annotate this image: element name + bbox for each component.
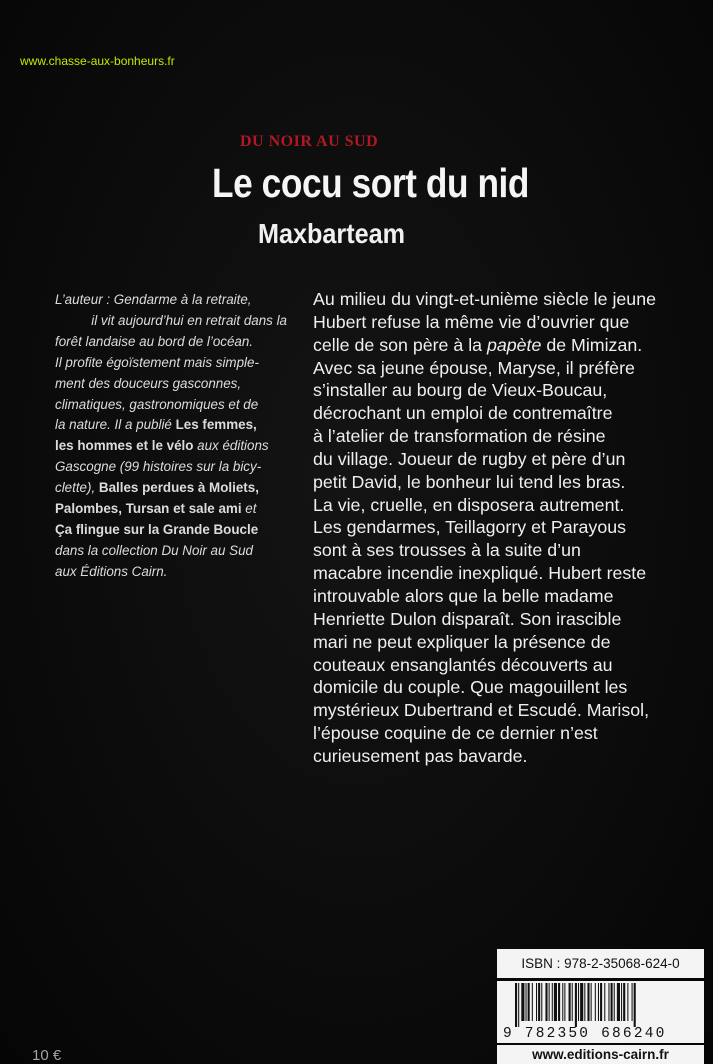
barcode-bar (600, 983, 602, 1021)
barcode-bar (541, 983, 542, 1021)
publisher-url[interactable]: www.editions-cairn.fr (497, 1045, 704, 1064)
summary-line: La vie, cruelle, en disposera autrement. (313, 494, 625, 515)
summary-line: domicile du couple. Que magouillent les (313, 677, 628, 698)
barcode-bar (578, 983, 579, 1021)
book-reference: les hommes et le vélo (55, 438, 194, 454)
barcode-bar (575, 983, 577, 1027)
bio-line: Gascogne (99 histoires sur la bicy- (55, 459, 262, 475)
summary-line: à l’atelier de transformation de résine (313, 426, 606, 447)
barcode-bar (614, 983, 615, 1021)
summary-line: couteaux ensanglantés découverts au (313, 654, 613, 675)
barcode-bar (545, 983, 547, 1021)
bio-line (55, 520, 287, 541)
summary-line: mari ne peut expliquer la présence de (313, 631, 611, 652)
bio-line: la nature. Il a publié Les femmes, (55, 417, 257, 433)
bio-line: dans la collection Du Noir au Sud (55, 542, 253, 558)
barcode-bar (526, 983, 527, 1021)
bio-line: il vit aujourd’hui en retrait dans la (91, 312, 287, 328)
bio-line: L’auteur : Gendarme à la retraite, (55, 292, 252, 307)
summary-line: petit David, le bonheur lui tend les bras. (313, 471, 626, 492)
summary-line: mystérieux Dubertrand et Escudé. Marisol, (313, 700, 650, 721)
summary-line: Avec sa jeune épouse, Maryse, il préfère (313, 357, 635, 378)
summary-line: introuvable alors que la belle madame (313, 585, 614, 606)
barcode-bar (521, 983, 524, 1021)
barcode (497, 981, 704, 1043)
book-reference: Balles perdues à Moliets, (95, 480, 259, 496)
summary-line: Au milieu du vingt-et-unième siècle le jeune (313, 289, 656, 309)
bio-line: Il profite égoïstement mais simple- (55, 354, 259, 370)
book-reference: Les femmes, (175, 417, 257, 433)
barcode-bar (558, 983, 560, 1021)
barcode-bar (608, 983, 609, 1021)
summary-line: curieusement pas bavarde. (313, 745, 528, 766)
website-watermark[interactable]: www.chasse-aux-bonheurs.fr (20, 54, 175, 68)
barcode-bar (623, 983, 625, 1021)
barcode-bar (515, 983, 517, 1027)
barcode-bar (611, 983, 613, 1021)
barcode-bar (595, 983, 596, 1021)
barcode-bar (580, 983, 583, 1021)
collection-name: DU NOIR AU SUD (240, 133, 379, 150)
author-bio (55, 290, 287, 583)
barcode-bar (518, 983, 519, 1027)
barcode-bar (621, 983, 622, 1021)
barcode-bar (587, 983, 589, 1021)
barcode-bar (632, 983, 633, 1021)
bio-line: aux Éditions Cairn. (55, 563, 168, 579)
book-reference: Palombes, Tursan et sale ami (55, 501, 242, 517)
summary-line: l’épouse coquine de ce dernier n’est (313, 723, 598, 744)
barcode-bar (554, 983, 557, 1021)
author-name: Maxbarteam (258, 218, 406, 249)
summary-line: du village. Joueur de rugby et père d’un (313, 448, 626, 469)
summary-line: Hubert refuse la même vie d’ouvrier que (313, 311, 630, 332)
bio-line: climatiques, gastronomiques et de (55, 396, 259, 412)
summary-line: Henriette Dulon disparaît. Son irascible (313, 608, 622, 629)
summary-line: celle de son père à la papète de Mimizan. (313, 334, 643, 355)
barcode-bar (591, 983, 592, 1021)
barcode-digits: 9 782350 686240 (503, 1026, 667, 1042)
barcode-bar (634, 983, 636, 1027)
bio-line: ment des douceurs gasconnes, (55, 375, 242, 391)
bio-line: les hommes et le vélo aux éditions (55, 438, 269, 454)
summary-line: s’installer au bourg de Vieux-Boucau, (313, 380, 608, 401)
summary-line: sont à ses trousses à la suite d’un (313, 540, 581, 561)
summary-line: macabre incendie inexpliqué. Hubert reste (313, 563, 647, 584)
price: 10 € (32, 1047, 62, 1064)
barcode-bar (572, 983, 573, 1021)
barcode-bar (538, 983, 540, 1021)
book-summary (313, 288, 693, 768)
isbn-label: ISBN : 978-2-35068-624-0 (497, 949, 704, 978)
book-title: Le cocu sort du nid (212, 160, 530, 206)
bio-line: clette), Balles perdues à Moliets, (55, 480, 259, 496)
bio-line: Palombes, Tursan et sale ami et (55, 501, 257, 517)
barcode-bar (549, 983, 550, 1021)
barcode-bar (627, 983, 628, 1021)
barcode-bar (552, 983, 553, 1021)
barcode-bar (536, 983, 537, 1021)
bio-line: forêt landaise au bord de l’océan. (55, 333, 254, 349)
barcode-bar (598, 983, 599, 1021)
barcode-bar (528, 983, 530, 1021)
barcode-bar (584, 983, 585, 1021)
barcode-bar (562, 983, 563, 1021)
barcode-bar (604, 983, 605, 1021)
barcode-bar (617, 983, 620, 1021)
barcode-bars (513, 983, 693, 1027)
summary-line: Les gendarmes, Teillagorry et Parayous (313, 517, 626, 538)
summary-line: décrochant un emploi de contremaître (313, 403, 613, 424)
barcode-bar (564, 983, 565, 1021)
barcode-bar (569, 983, 571, 1021)
barcode-bar (532, 983, 533, 1021)
book-reference: Ça flingue sur la Grande Boucle (55, 521, 259, 537)
